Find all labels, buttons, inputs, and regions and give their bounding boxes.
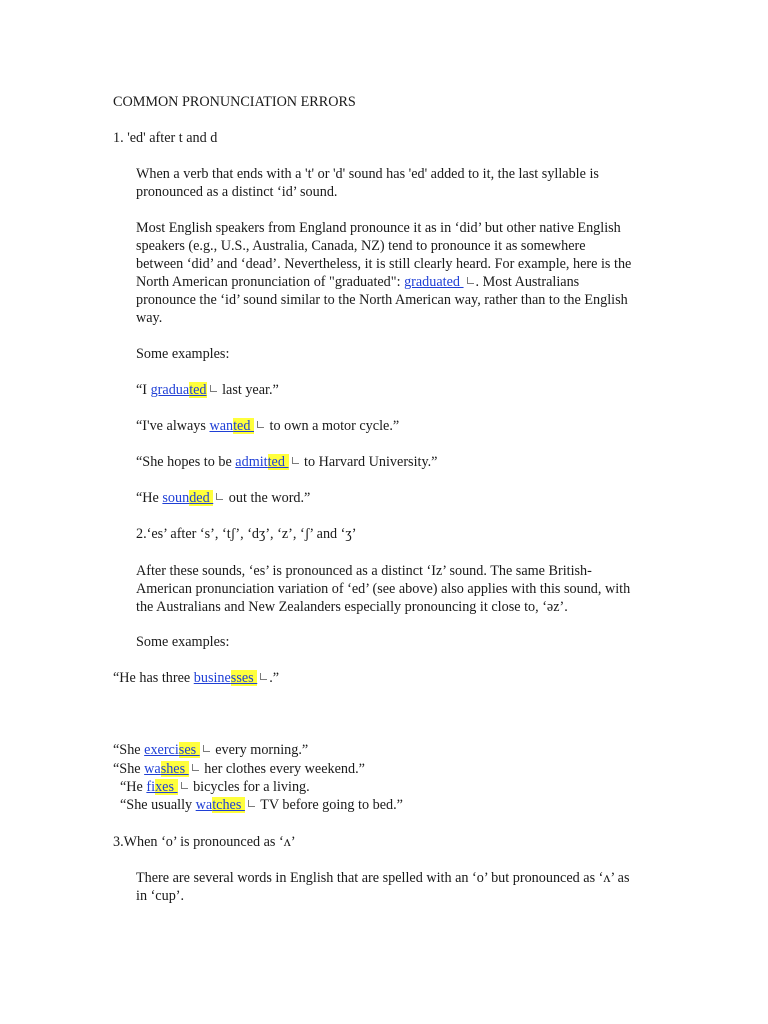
section-3-title: 3.When ‘o’ is pronounced as ‘ʌ’	[113, 834, 296, 850]
example-text: “He	[136, 490, 163, 506]
external-link-icon[interactable]	[216, 493, 223, 500]
link-text: soun	[162, 490, 190, 506]
external-link-icon[interactable]	[292, 457, 299, 464]
link-text: exerci	[144, 742, 179, 758]
audio-link-graduated[interactable]: graduated	[404, 274, 464, 290]
link-text: wa	[195, 797, 213, 813]
section-3-paragraph-1: There are several words in English that are spelled with an ‘o’ but pronounced as ‘ʌ’ as in ‘cup’.	[136, 870, 630, 904]
example-text: bicycles for a living.	[189, 779, 310, 795]
example-text: out the word.”	[225, 490, 311, 506]
audio-link-graduated[interactable]	[151, 382, 207, 398]
external-link-icon[interactable]	[467, 277, 474, 284]
example-sentence	[113, 741, 308, 759]
example-text: “She usually	[120, 797, 196, 813]
section-1-title: 1. 'ed' after t and d	[113, 130, 218, 146]
link-text: wan	[209, 418, 234, 434]
external-link-icon[interactable]	[181, 782, 188, 789]
paragraph-text: . Most Australians pronounce the ‘id’ sound similar to the North American way, rather than to the English way.	[136, 274, 628, 326]
paragraph-text: Most English speakers from England pronounce it as in ‘did’ but other native English speakers (e.g., U.S., Australia, Canada, NZ) tend to pronounce it as somewhere between ‘did’ and ‘dead’. Nevertheless, it is still clearly heard. For example, here is the North American pronunciation of "graduated":	[136, 220, 632, 290]
audio-link-watches[interactable]	[196, 797, 245, 813]
audio-link-businesses[interactable]	[194, 670, 257, 686]
example-sentence	[136, 453, 437, 471]
example-sentence	[113, 669, 279, 687]
audio-link-admitted[interactable]	[235, 454, 288, 470]
audio-link-exercises[interactable]	[144, 742, 200, 758]
external-link-icon[interactable]	[248, 800, 255, 807]
example-text: to Harvard University.”	[300, 454, 438, 470]
link-text-highlighted: ted	[233, 418, 254, 434]
example-sentence	[120, 778, 310, 796]
example-text: “He has three	[113, 670, 194, 686]
external-link-icon[interactable]	[257, 421, 264, 428]
section-2-title: 2.‘es’ after ‘s’, ‘tʃ’, ‘dʒ’, ‘z’, ‘ʃ’ and ‘ʒ’	[136, 526, 357, 542]
section-1-paragraph-1: When a verb that ends with a 't' or 'd' sound has 'ed' added to it, the last syllable is pronounced as a distinct ‘id’ sound.	[136, 166, 599, 200]
example-sentence	[113, 760, 365, 778]
examples-label: Some examples:	[136, 634, 230, 650]
external-link-icon[interactable]	[260, 673, 267, 680]
link-text-highlighted: ses	[178, 742, 200, 758]
external-link-icon[interactable]	[210, 385, 217, 392]
example-sentence	[136, 489, 310, 507]
external-link-icon[interactable]	[203, 745, 210, 752]
example-sentence	[120, 796, 403, 814]
link-text: gradua	[150, 382, 190, 398]
example-sentence	[136, 417, 399, 435]
example-text: “She	[113, 761, 145, 777]
link-text-highlighted: ted	[189, 382, 207, 398]
section-2-paragraph-1: After these sounds, ‘es’ is pronounced as a distinct ‘Iz’ sound. The same British-American pronunciation variation of ‘ed’ (see above) also applies with this sound, with the Australians and New Zealanders especially pronouncing it close to, ‘əz’.	[136, 563, 631, 615]
audio-link-wanted[interactable]	[209, 418, 254, 434]
example-text: “She	[113, 742, 145, 758]
external-link-icon[interactable]	[192, 764, 199, 771]
examples-label: Some examples:	[136, 346, 230, 362]
example-text: “I	[136, 382, 151, 398]
example-text: “I've always	[136, 418, 210, 434]
link-text: fi	[146, 779, 156, 795]
audio-link-fixes[interactable]	[146, 779, 177, 795]
audio-link-sounded[interactable]	[162, 490, 213, 506]
example-text: to own a motor cycle.”	[266, 418, 400, 434]
link-text-highlighted: ted	[267, 454, 289, 470]
example-text: her clothes every weekend.”	[200, 761, 365, 777]
example-sentence	[136, 381, 279, 399]
link-text: admit	[235, 454, 268, 470]
example-text: .”	[269, 670, 280, 686]
link-text: busine	[193, 670, 231, 686]
link-text-highlighted: xes	[155, 779, 178, 795]
example-text: every morning.”	[211, 742, 309, 758]
link-text-highlighted: shes	[160, 761, 189, 777]
example-text: “She hopes to be	[136, 454, 236, 470]
link-text-highlighted: tches	[212, 797, 245, 813]
example-text: “He	[120, 779, 147, 795]
example-text: TV before going to bed.”	[256, 797, 403, 813]
link-text: wa	[144, 761, 161, 777]
link-text-highlighted: sses	[230, 670, 258, 686]
document-heading: COMMON PRONUNCIATION ERRORS	[113, 94, 356, 110]
example-text: last year.”	[218, 382, 279, 398]
audio-link-washes[interactable]	[144, 761, 189, 777]
section-1-paragraph-2	[136, 219, 636, 327]
link-text-highlighted: ded	[189, 490, 214, 506]
